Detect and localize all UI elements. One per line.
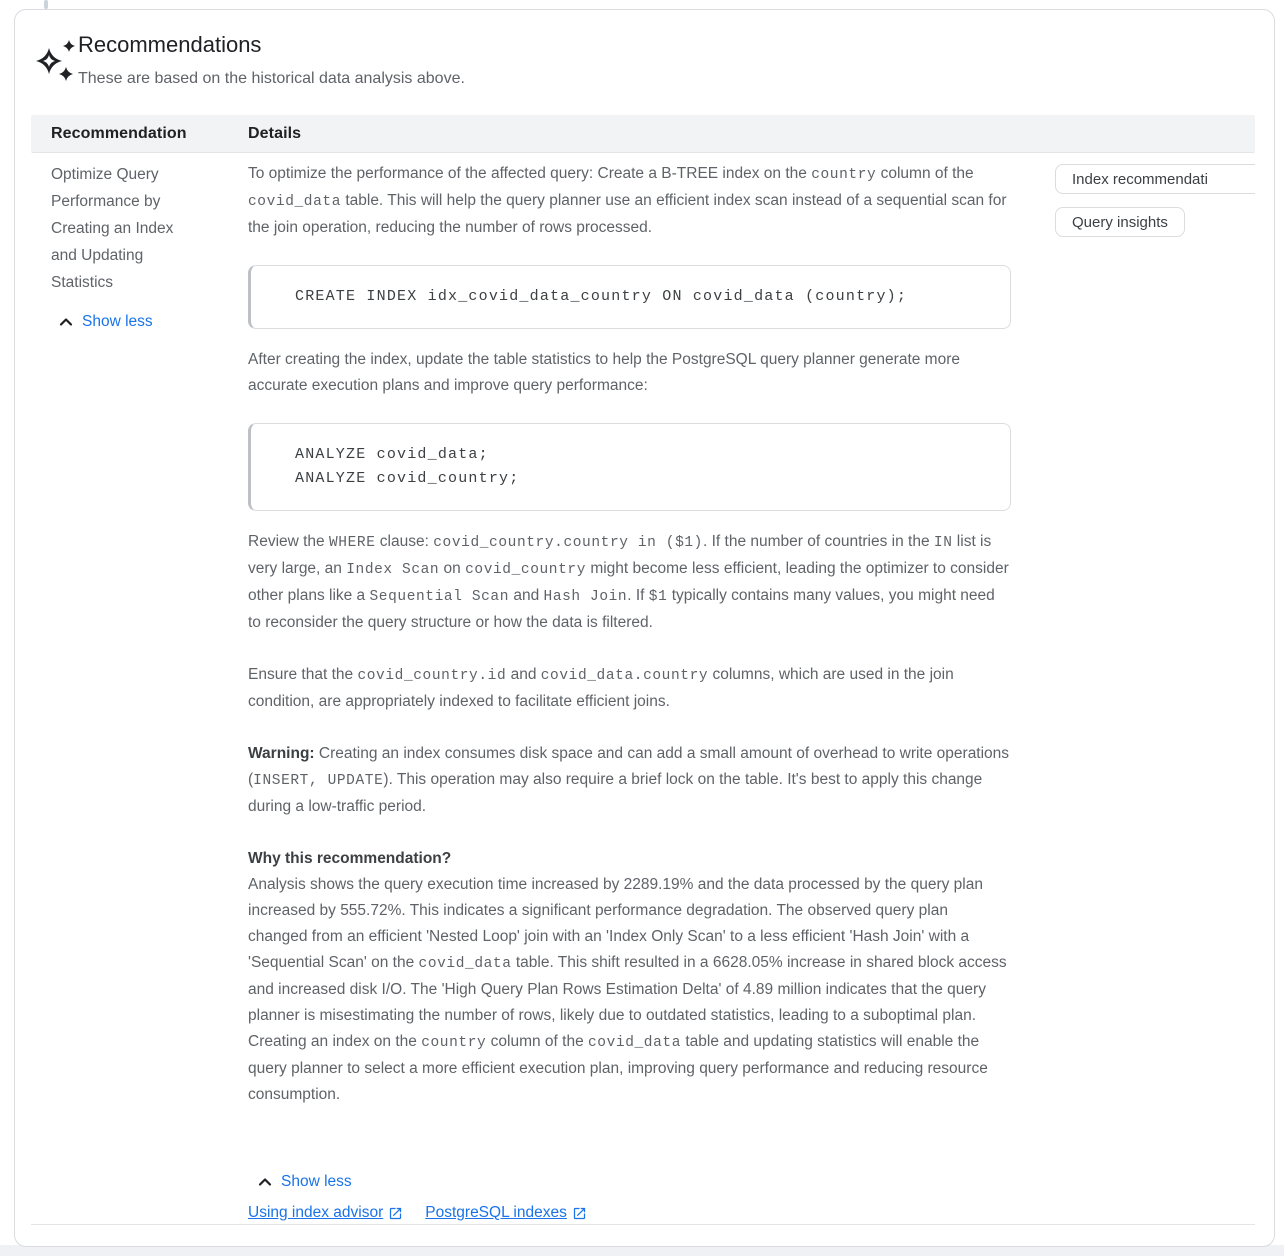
details-paragraph: After creating the index, update the table statistics to help the PostgreSQL query planner generate more accurate execution plans and improve query performance: (248, 351, 960, 394)
index-recommendations-button[interactable]: Index recommendati (1055, 164, 1255, 194)
sql-code-block: ANALYZE covid_data; ANALYZE covid_country; (248, 423, 1011, 511)
recommendation-title: Optimize Query Performance by Creating an Index and Updating Statistics (51, 166, 174, 291)
show-less-label: Show less (281, 1173, 352, 1190)
external-link-icon (572, 1206, 587, 1221)
link-using-index-advisor[interactable] (248, 1203, 403, 1223)
table-row (31, 154, 1255, 1225)
show-less-button-top[interactable] (57, 313, 153, 331)
link-postgresql-indexes[interactable] (425, 1203, 587, 1223)
query-insights-button[interactable]: Query insights (1055, 207, 1185, 237)
scrollbar-remnant (44, 0, 48, 9)
details-paragraph: Review the WHERE clause: covid_country.country in ($1). If the number of countries in the IN list is very large, an Index Scan on covid_country might become less efficient, leading the optimizer to consider other plans like a Sequential Scan and Hash Join. If $1 typically contains many values, you might need to reconsider the query structure or how the data is filtered. (248, 533, 1009, 631)
details-paragraph: Warning: Creating an index consumes disk space and can add a small amount of overhead to write operations (INSERT, UPDATE). This operation may also require a brief lock on the table. It's best to apply this change during a low-traffic period. (248, 745, 1010, 815)
details-paragraph: Why this recommendation? Analysis shows the query execution time increased by 2289.19% and the data processed by the query plan increased by 555.72%. This indicates a significant performance degradation. The observed query plan changed from an efficient 'Nested Loop' join with an 'Index Only Scan' to a less efficient 'Hash Join' with a 'Sequential Scan' on the covid_data table. This shift resulted in a 6628.05% increase in shared block access and increased disk I/O. The 'High Query Plan Rows Estimation Delta' of 4.89 million indicates that the query planner is misestimating the number of rows, likely due to outdated statistics, leading to a suboptimal plan. Creating an index on the country column of the covid_data table and updating statistics will enable the query planner to select a more efficient execution plan, improving query performance and reducing resource consumption. (248, 850, 1007, 1103)
table-header-row (31, 115, 1255, 153)
ai-sparkle-icon (34, 39, 78, 83)
show-less-button-bottom[interactable] (256, 1173, 352, 1191)
page-title: Recommendations (78, 32, 262, 57)
show-less-label: Show less (82, 313, 153, 330)
link-label: PostgreSQL indexes (425, 1204, 567, 1221)
chevron-up-icon (57, 313, 75, 331)
actions-cell (1055, 164, 1255, 237)
column-header-recommendation: Recommendation (51, 124, 187, 142)
external-link-icon (388, 1206, 403, 1221)
details-paragraph: Ensure that the covid_country.id and covid_data.country columns, which are used in the join condition, are appropriately indexed to facilitate efficient joins. (248, 666, 954, 710)
recommendation-cell (51, 161, 203, 336)
details-paragraph: To optimize the performance of the affected query: Create a B-TREE index on the country column of the covid_data table. This will help the query planner use an efficient index scan instead of a sequential scan for the join operation, reducing the number of rows processed. (248, 165, 1007, 236)
details-content (248, 161, 1011, 1134)
details-cell (248, 161, 1011, 1221)
column-header-details: Details (248, 124, 302, 142)
page-subtitle: These are based on the historical data analysis above. (78, 70, 465, 87)
documentation-links (248, 1203, 587, 1223)
recommendations-card (14, 9, 1275, 1247)
sql-code-block: CREATE INDEX idx_covid_data_country ON covid_data (country); (248, 265, 1011, 329)
link-label: Using index advisor (248, 1204, 384, 1221)
chevron-up-icon (256, 1173, 274, 1191)
